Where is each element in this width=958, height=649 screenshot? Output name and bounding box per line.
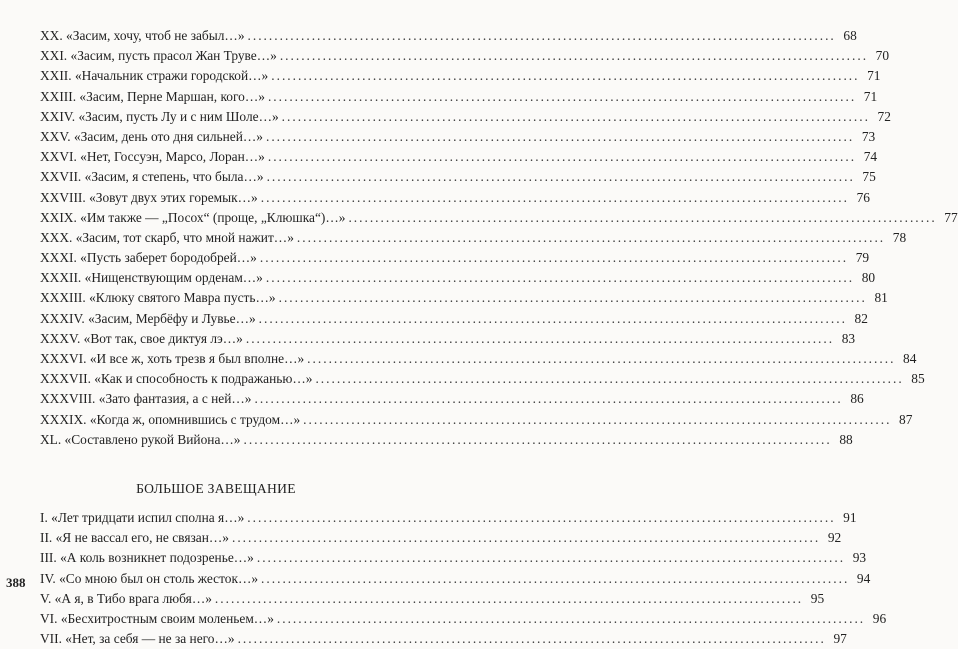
toc-entry: [40, 309, 868, 329]
toc-entry-page: 81: [874, 290, 888, 306]
toc-entry: [40, 147, 878, 167]
dot-leader: [248, 26, 836, 46]
toc-entry-title: XXX. «Засим, тот скарб, что мной нажит…»: [40, 229, 294, 245]
toc-entry-title: XXIV. «Засим, пусть Лу и с ним Шоле…»: [40, 108, 279, 124]
toc-entry-page: 96: [872, 610, 887, 626]
toc-entry-page: 76: [856, 189, 870, 205]
toc-entry: [40, 508, 857, 528]
toc-list-small-testament: [40, 26, 958, 450]
dot-leader: [280, 46, 868, 66]
toc-entry-title: XXXIX. «Когда ж, опомнившись с трудом…»: [40, 411, 301, 427]
dot-leader: [303, 410, 891, 430]
dot-leader: [215, 589, 803, 609]
toc-entry: [40, 288, 888, 308]
toc-entry-title: I. «Лет тридцати испил сполна я…»: [40, 509, 245, 525]
dot-leader: [266, 127, 854, 147]
toc-entry-title: XXXIII. «Клюку святого Мавра пусть…»: [40, 290, 276, 306]
toc-entry: [40, 208, 958, 228]
toc-entry-title: XX. «Засим, хочу, чтоб не забыл…»: [40, 28, 245, 43]
dot-leader: [246, 329, 834, 349]
toc-entry-title: XXXVII. «Как и способность к подражанью…»: [40, 371, 313, 387]
dot-leader: [268, 87, 856, 107]
toc-entry-title: XXXIV. «Засим, Мербёфу и Лувье…»: [40, 310, 256, 326]
toc-entry-page: 97: [833, 631, 847, 647]
toc-entry-title: XXIII. «Засим, Перне Маршан, кого…»: [40, 88, 265, 104]
page-number: 388: [6, 575, 26, 590]
toc-entry: [40, 107, 891, 127]
toc-entry-page: 87: [899, 411, 913, 427]
dot-leader: [259, 309, 847, 329]
toc-entry: [40, 569, 871, 589]
toc-entry-page: 71: [863, 88, 878, 104]
dot-leader: [282, 107, 870, 127]
toc-entry: [40, 349, 917, 369]
toc-entry: [40, 609, 887, 629]
toc-entry: [40, 248, 870, 268]
toc-entry-page: 71: [867, 68, 881, 84]
toc-entry-page: 88: [839, 431, 853, 447]
toc-entry-title: XXVIII. «Зовут двух этих горемык…»: [40, 189, 258, 205]
toc-entry: [40, 329, 856, 349]
dot-leader: [232, 528, 820, 548]
toc-entry-title: XL. «Составлено рукой Вийона…»: [40, 431, 241, 447]
dot-leader: [260, 248, 848, 268]
dot-leader: [254, 389, 842, 409]
toc-entry: [40, 528, 842, 548]
toc-entry-page: 68: [843, 28, 857, 43]
section-title: БОЛЬШОЕ ЗАВЕЩАНИЕ: [136, 480, 296, 496]
dot-leader: [244, 430, 832, 450]
toc-entry: [40, 589, 825, 609]
toc-entry-page: 92: [827, 530, 842, 546]
dot-leader: [266, 268, 854, 288]
toc-entry: [40, 26, 857, 46]
toc-entry-title: XXXVI. «И все ж, хоть трезв я был вполне…»: [40, 351, 305, 366]
toc-entry-page: 73: [861, 128, 876, 144]
toc-entry-title: XXVI. «Нет, Госсуэн, Марсо, Лоран…»: [40, 149, 265, 165]
toc-entry-title: II. «Я не вассал его, не связан…»: [40, 530, 229, 546]
toc-entry: [40, 548, 867, 568]
dot-leader: [297, 228, 885, 248]
toc-entry: [40, 87, 878, 107]
toc-entry-title: XXIX. «Им также — „Посох“ (проще, „Клюшка“)…»: [40, 209, 346, 225]
toc-entry-title: XXVII. «Засим, я степень, что была…»: [40, 169, 264, 185]
toc-entry-title: XXXI. «Пусть заберет бородобрей…»: [40, 250, 257, 266]
toc-entry-title: III. «А коль возникнет подозренье…»: [40, 550, 254, 566]
toc-entry-title: VII. «Нет, за себя — не за него…»: [40, 631, 235, 647]
toc-entry: [40, 127, 876, 147]
toc-entry-page: 75: [862, 169, 876, 185]
toc-entry-title: VI. «Бесхитростным своим моленьем…»: [40, 610, 274, 626]
dot-leader: [279, 288, 867, 308]
toc-entry: [40, 430, 853, 450]
toc-entry-title: XXI. «Засим, пусть прасол Жан Труве…»: [40, 48, 277, 64]
table-of-contents: [40, 26, 958, 649]
toc-entry: [40, 46, 890, 66]
toc-entry-page: 78: [892, 229, 907, 245]
dot-leader: [271, 66, 859, 86]
toc-entry: [40, 629, 847, 649]
dot-leader: [315, 369, 903, 389]
dot-leader: [267, 167, 855, 187]
toc-entry-title: XXXV. «Вот так, свое диктуя лэ…»: [40, 330, 243, 346]
dot-leader: [238, 629, 826, 649]
dot-leader: [277, 609, 865, 629]
toc-entry-title: V. «А я, в Тибо врага любя…»: [40, 590, 212, 606]
toc-entry-page: 86: [850, 391, 864, 407]
dot-leader: [348, 208, 936, 228]
toc-list-great-testament: [40, 508, 887, 649]
toc-entry-title: XXXII. «Нищенствующим орденам…»: [40, 270, 263, 286]
toc-entry: [40, 167, 876, 187]
dot-leader: [257, 548, 845, 568]
toc-entry-page: 82: [854, 310, 868, 326]
toc-entry: [40, 410, 913, 430]
toc-entry-page: 77: [944, 209, 958, 225]
toc-entry: [40, 369, 925, 389]
dot-leader: [261, 569, 849, 589]
toc-entry-page: 72: [877, 108, 891, 124]
toc-entry-page: 84: [903, 351, 917, 366]
dot-leader: [268, 147, 856, 167]
toc-entry-title: XXV. «Засим, день ото дня сильней…»: [40, 128, 263, 144]
toc-entry-title: XXXVIII. «Зато фантазия, а с ней…»: [40, 391, 252, 407]
toc-entry-page: 93: [852, 550, 867, 566]
toc-entry: [40, 66, 881, 86]
toc-entry-page: 95: [810, 590, 825, 606]
toc-entry-page: 83: [841, 330, 856, 346]
toc-entry-page: 94: [856, 570, 871, 586]
dot-leader: [261, 188, 849, 208]
toc-entry-title: XXII. «Начальник стражи городской…»: [40, 68, 269, 84]
toc-entry-page: 91: [843, 509, 857, 525]
toc-entry-page: 80: [861, 270, 876, 286]
toc-entry-title: IV. «Со мною был он столь жесток…»: [40, 570, 259, 586]
dot-leader: [247, 508, 835, 528]
dot-leader: [307, 349, 895, 369]
toc-entry: [40, 188, 870, 208]
toc-entry-page: 79: [855, 250, 870, 266]
toc-entry: [40, 268, 876, 288]
toc-entry: [40, 228, 907, 248]
toc-entry-page: 70: [875, 48, 890, 64]
toc-entry: [40, 389, 864, 409]
toc-entry-page: 74: [863, 149, 878, 165]
toc-entry-page: 85: [911, 371, 925, 387]
